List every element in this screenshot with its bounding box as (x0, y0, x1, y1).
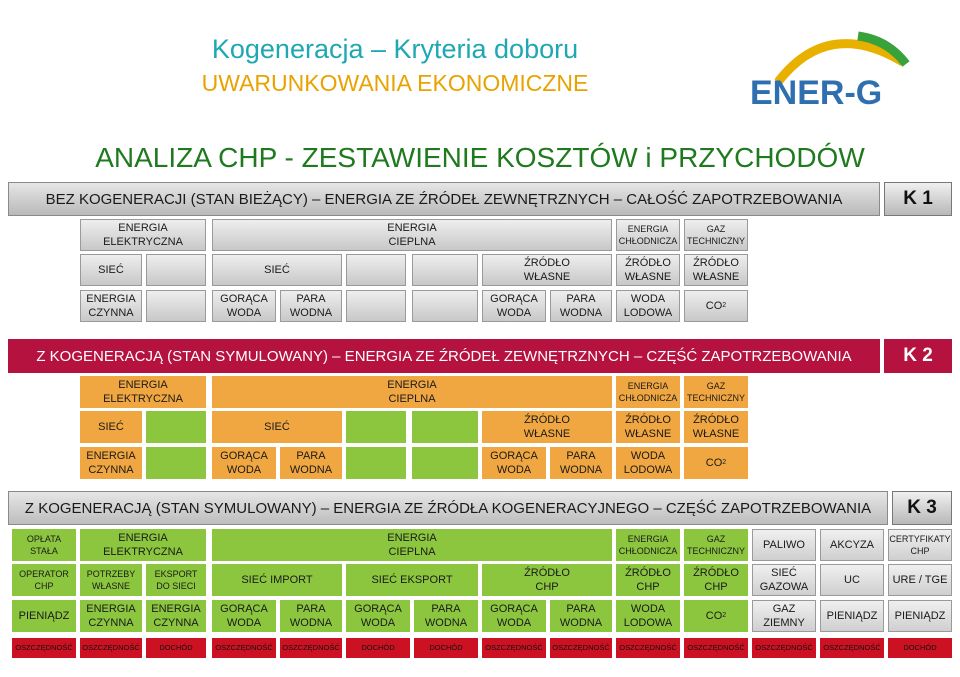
s3-ure-tge: URE / TGE (888, 564, 952, 596)
s3-para-wodna-3: PARA WODNA (550, 600, 612, 632)
s3-zrodlo-chp-3: ŹRÓDŁO CHP (684, 564, 748, 596)
s3-siec-gazowa: SIEĆ GAZOWA (752, 564, 816, 596)
s3-paliwo: PALIWO (752, 529, 816, 561)
section1-band: BEZ KOGENERACJI (STAN BIEŻĄCY) – ENERGIA ZE ŹRÓDEŁ ZEWNĘTRZNYCH – CAŁOŚĆ ZAPOTRZEBOWANIA (8, 182, 880, 216)
s2-empty (412, 447, 478, 479)
s3-gaz-ziemny: GAZ ZIEMNY (752, 600, 816, 632)
s1-empty (412, 254, 478, 286)
page-subtitle: UWARUNKOWANIA EKONOMICZNE (201, 70, 589, 96)
s2-energia-elektryczna: ENERGIA ELEKTRYCZNA (80, 376, 206, 408)
s2-energia-chlodnicza: ENERGIA CHŁODNICZA (616, 376, 680, 408)
result-cell: OSZCZĘDNOŚĆ (482, 638, 546, 658)
s1-energia-czynna: ENERGIA CZYNNA (80, 290, 142, 322)
s3-goraca-woda-3: GORĄCA WODA (482, 600, 546, 632)
s2-empty (412, 411, 478, 443)
result-cell: OSZCZĘDNOŚĆ (80, 638, 142, 658)
ener-g-logo (738, 22, 938, 122)
result-cell: OSZCZĘDNOŚĆ (684, 638, 748, 658)
s1-empty (146, 254, 206, 286)
s2-goraca-woda-1: GORĄCA WODA (212, 447, 276, 479)
s2-empty (146, 447, 206, 479)
s2-woda-lodowa: WODA LODOWA (616, 447, 680, 479)
s3-zrodlo-chp-1: ŹRÓDŁO CHP (482, 564, 612, 596)
s1-goraca-woda-2: GORĄCA WODA (482, 290, 546, 322)
s3-certyfikaty: CERTYFIKATY CHP (888, 529, 952, 561)
s1-siec-1: SIEĆ (80, 254, 142, 286)
s1-energia-chlodnicza: ENERGIA CHŁODNICZA (616, 219, 680, 251)
s1-empty (412, 290, 478, 322)
s3-gaz-techniczny: GAZ TECHNICZNY (684, 529, 748, 561)
s3-zrodlo-chp-2: ŹRÓDŁO CHP (616, 564, 680, 596)
s2-empty (146, 411, 206, 443)
s3-para-wodna-1: PARA WODNA (280, 600, 342, 632)
s1-goraca-woda-1: GORĄCA WODA (212, 290, 276, 322)
s2-energia-czynna: ENERGIA CZYNNA (80, 447, 142, 479)
result-cell: OSZCZĘDNOŚĆ (280, 638, 342, 658)
s1-empty (146, 290, 206, 322)
s2-para-wodna-1: PARA WODNA (280, 447, 342, 479)
section2-k-label: K 2 (884, 339, 952, 373)
s1-co2: CO 2 (684, 290, 748, 322)
s3-woda-lodowa: WODA LODOWA (616, 600, 680, 632)
s1-para-wodna-2: PARA WODNA (550, 290, 612, 322)
s1-energia-cieplna: ENERGIA CIEPLNA (212, 219, 612, 251)
result-cell: OSZCZĘDNOŚĆ (820, 638, 884, 658)
result-cell: OSZCZĘDNOŚĆ (212, 638, 276, 658)
section2-band: Z KOGENERACJĄ (STAN SYMULOWANY) – ENERGIA ZE ŹRÓDEŁ ZEWNĘTRZNYCH – CZĘŚĆ ZAPOTRZEBOWANIA (8, 339, 880, 373)
result-cell: DOCHÓD (146, 638, 206, 658)
s2-empty (346, 411, 406, 443)
s1-gaz-techniczny: GAZ TECHNICZNY (684, 219, 748, 251)
result-cell: OSZCZĘDNOŚĆ (752, 638, 816, 658)
section3-k-label: K 3 (892, 491, 952, 525)
s3-akcyza: AKCYZA (820, 529, 884, 561)
s3-co2: CO 2 (684, 600, 748, 632)
s2-energia-cieplna: ENERGIA CIEPLNA (212, 376, 612, 408)
s3-energia-elektryczna: ENERGIA ELEKTRYCZNA (80, 529, 206, 561)
result-cell: OSZCZĘDNOŚĆ (616, 638, 680, 658)
s3-pieniadz-2: PIENIĄDZ (820, 600, 884, 632)
s3-goraca-woda-1: GORĄCA WODA (212, 600, 276, 632)
s3-goraca-woda-2: GORĄCA WODA (346, 600, 410, 632)
s1-zrodlo-wlasne-2: ŹRÓDŁO WŁASNE (616, 254, 680, 286)
section1-k-label: K 1 (884, 182, 952, 216)
s1-energia-elektryczna: ENERGIA ELEKTRYCZNA (80, 219, 206, 251)
s3-siec-eksport: SIEĆ EKSPORT (346, 564, 478, 596)
s3-uc: UC (820, 564, 884, 596)
s2-goraca-woda-2: GORĄCA WODA (482, 447, 546, 479)
s2-co2: CO 2 (684, 447, 748, 479)
s3-oplata-stala: OPŁATA STAŁA (12, 529, 76, 561)
s2-siec-1: SIEĆ (80, 411, 142, 443)
s3-operator-chp: OPERATOR CHP (12, 564, 76, 596)
s3-pieniadz-3: PIENIĄDZ (888, 600, 952, 632)
s1-empty (346, 290, 406, 322)
s1-para-wodna-1: PARA WODNA (280, 290, 342, 322)
s3-pieniadz-1: PIENIĄDZ (12, 600, 76, 632)
s3-eksport-do-sieci: EKSPORT DO SIECI (146, 564, 206, 596)
s1-siec-2: SIEĆ (212, 254, 342, 286)
result-cell: OSZCZĘDNOŚĆ (550, 638, 612, 658)
s2-empty (346, 447, 406, 479)
s1-empty (346, 254, 406, 286)
s1-zrodlo-wlasne-3: ŹRÓDŁO WŁASNE (684, 254, 748, 286)
s2-zrodlo-wlasne-2: ŹRÓDŁO WŁASNE (616, 411, 680, 443)
result-cell: DOCHÓD (414, 638, 478, 658)
s3-potrzeby-wlasne: POTRZEBY WŁASNE (80, 564, 142, 596)
s3-siec-import: SIEĆ IMPORT (212, 564, 342, 596)
s2-zrodlo-wlasne-3: ŹRÓDŁO WŁASNE (684, 411, 748, 443)
s2-gaz-techniczny: GAZ TECHNICZNY (684, 376, 748, 408)
s2-para-wodna-2: PARA WODNA (550, 447, 612, 479)
logo-text: ENER-G (750, 74, 883, 112)
main-title: ANALIZA CHP - ZESTAWIENIE KOSZTÓW i PRZYCHODÓW (95, 142, 865, 173)
s3-energia-cieplna: ENERGIA CIEPLNA (212, 529, 612, 561)
s2-zrodlo-wlasne-1: ŹRÓDŁO WŁASNE (482, 411, 612, 443)
s3-energia-czynna-2: ENERGIA CZYNNA (146, 600, 206, 632)
s1-woda-lodowa: WODA LODOWA (616, 290, 680, 322)
result-cell: DOCHÓD (888, 638, 952, 658)
s3-para-wodna-2: PARA WODNA (414, 600, 478, 632)
s3-energia-czynna-1: ENERGIA CZYNNA (80, 600, 142, 632)
result-cell: OSZCZĘDNOŚĆ (12, 638, 76, 658)
s2-siec-2: SIEĆ (212, 411, 342, 443)
page-title: Kogeneracja – Kryteria doboru (211, 34, 579, 64)
result-cell: DOCHÓD (346, 638, 410, 658)
s3-energia-chlodnicza: ENERGIA CHŁODNICZA (616, 529, 680, 561)
s1-zrodlo-wlasne-1: ŹRÓDŁO WŁASNE (482, 254, 612, 286)
section3-band: Z KOGENERACJĄ (STAN SYMULOWANY) – ENERGIA ZE ŹRÓDŁA KOGENERACYJNEGO – CZĘŚĆ ZAPOTRZEBOWANIA (8, 491, 888, 525)
